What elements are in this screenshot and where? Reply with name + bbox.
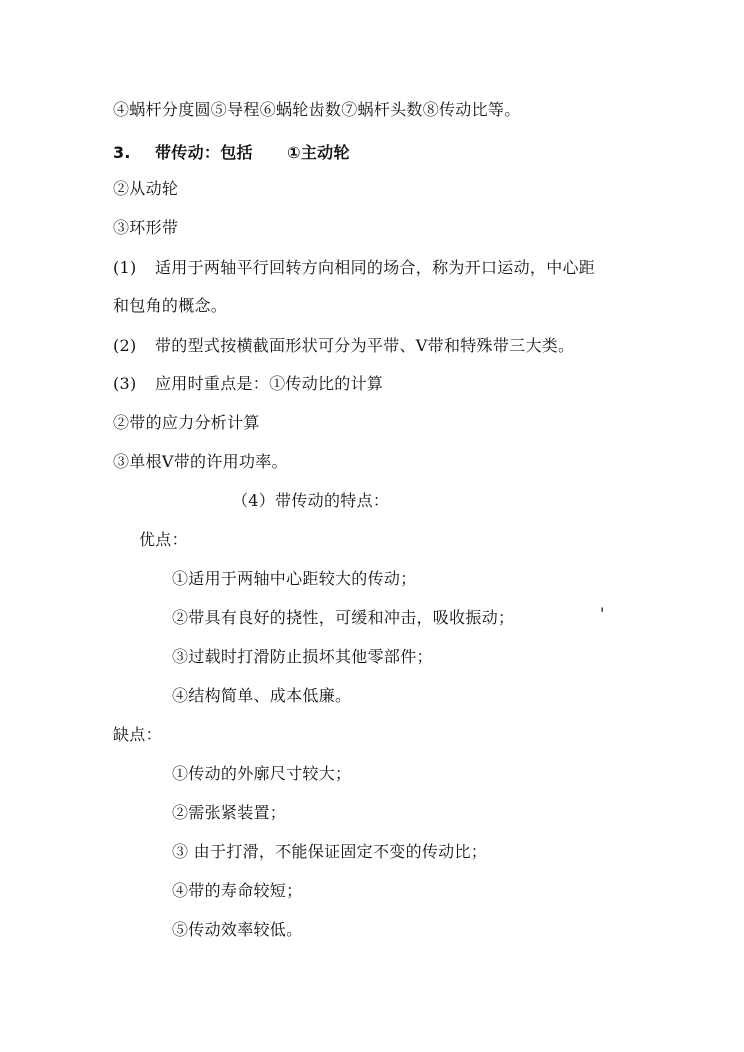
- point-1-number: (1): [113, 258, 137, 277]
- disadvantages-label: 缺点：: [113, 725, 162, 744]
- disadvantage-item: ③ 由于打滑，不能保证固定不变的传动比；: [172, 842, 488, 861]
- section-3-first-item: ①主动轮: [287, 143, 350, 162]
- point-3-item: ③单根V带的许用功率。: [113, 452, 288, 471]
- component-item: ③环形带: [113, 218, 179, 237]
- point-1-text: 适用于两轴平行回转方向相同的场合，称为开口运动，中心距: [155, 258, 596, 277]
- section-3-number: 3.: [113, 143, 131, 162]
- advantage-item: ①适用于两轴中心距较大的传动；: [172, 569, 417, 588]
- point-4-heading: （4）带传动的特点：: [232, 491, 390, 510]
- disadvantage-item: ①传动的外廓尺寸较大；: [172, 764, 352, 783]
- stray-mark: ': [600, 604, 605, 623]
- advantages-label: 优点：: [139, 530, 188, 549]
- advantage-item: ④结构简单、成本低廉。: [172, 686, 352, 705]
- point-3-number: (3): [113, 374, 137, 393]
- component-item: ②从动轮: [113, 179, 179, 198]
- disadvantage-item: ⑤传动效率较低。: [172, 920, 303, 939]
- point-3-text: 应用时重点是：①传动比的计算: [155, 374, 384, 393]
- point-1-continuation: 和包角的概念。: [113, 296, 228, 315]
- point-3-item: ②带的应力分析计算: [113, 413, 260, 432]
- disadvantage-item: ②需张紧装置；: [172, 803, 287, 822]
- disadvantage-item: ④带的寿命较短；: [172, 881, 303, 900]
- intro-line: ④蜗杆分度圆⑤导程⑥蜗轮齿数⑦蜗杆头数⑧传动比等。: [113, 100, 521, 119]
- section-3-title: 带传动：包括: [155, 143, 253, 162]
- advantage-item: ②带具有良好的挠性，可缓和冲击，吸收振动；: [172, 608, 515, 627]
- advantage-item: ③过载时打滑防止损坏其他零部件；: [172, 647, 433, 666]
- point-2-number: (2): [113, 336, 137, 355]
- point-2-text: 带的型式按横截面形状可分为平带、V带和特殊带三大类。: [155, 336, 575, 355]
